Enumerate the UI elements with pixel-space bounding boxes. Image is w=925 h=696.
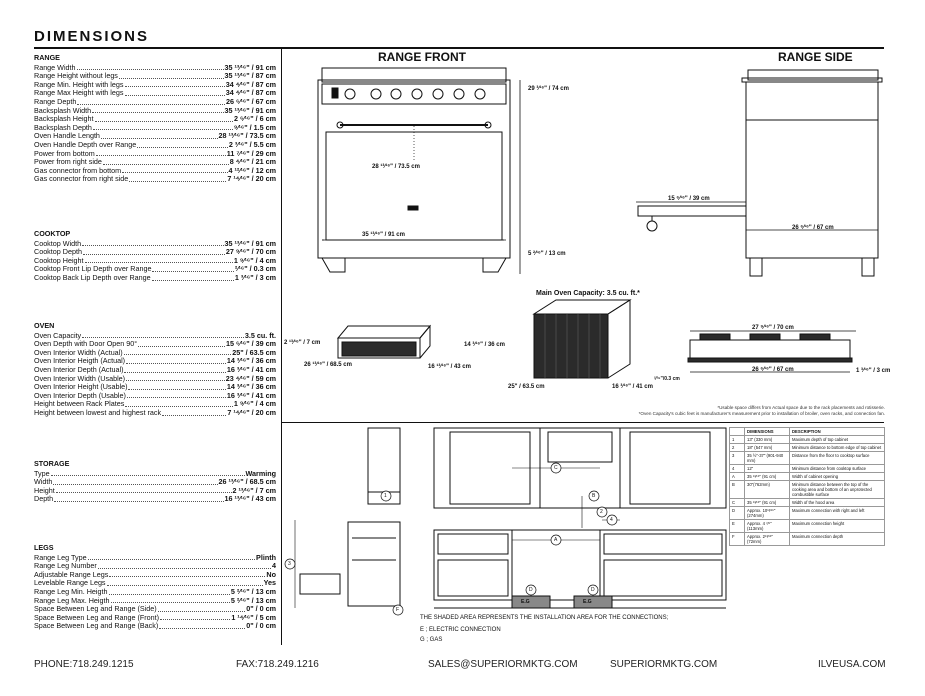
- cooktop-depth-label: 27 ⁹⁄¹⁶" / 70 cm: [752, 325, 794, 331]
- spec-value: 8 ⁴⁄¹⁶" / 21 cm: [229, 157, 276, 167]
- spec-label: Range Leg Number: [34, 561, 97, 571]
- spec-label: Space Between Leg and Range (Side): [34, 604, 157, 614]
- table-row: [730, 473, 885, 481]
- marker-d-right: D: [591, 587, 595, 593]
- table-cell: Approx. 2¹³⁄¹⁶" (72mm): [745, 533, 790, 546]
- spec-value: ²⁄¹⁶" / 0.3 cm: [234, 264, 276, 274]
- installation-note: THE SHADED AREA REPRESENTS THE INSTALLATION AREA FOR THE CONNECTIONS;: [420, 615, 669, 621]
- table-cell: 35 ½"-37" (901-940 mm): [745, 452, 790, 465]
- oven-height-label: 14 ³⁄¹⁶" / 36 cm: [464, 342, 505, 348]
- table-cell: 12": [745, 465, 790, 473]
- table-cell: 30"(762mm): [745, 481, 790, 499]
- oven-cavity-drawing: [534, 300, 630, 378]
- spec-value: 26 ¹³⁄¹⁶" / 68.5 cm: [218, 477, 276, 487]
- table-cell: E: [730, 520, 745, 533]
- table-cell: Width of the hood area: [790, 499, 885, 507]
- table-cell: Maximum connection depth: [790, 533, 885, 546]
- spec-label: Range Max Height with legs: [34, 88, 124, 98]
- table-cell: D: [730, 507, 745, 520]
- storage-heading: STORAGE: [34, 459, 70, 468]
- footer-site-superior[interactable]: SUPERIORMKTG.COM: [610, 659, 718, 670]
- spec-label: Adjustable Range Legs: [34, 569, 109, 579]
- cooktop-lip-front-label: ²⁄¹⁶"/0.3 cm: [654, 376, 680, 382]
- spec-label: Cooktop Front Lip Depth over Range: [34, 264, 152, 274]
- table-cell: B: [730, 481, 745, 499]
- legs-heading: LEGS: [34, 543, 54, 552]
- range-side-drawing: [638, 70, 882, 276]
- marker-b: B: [592, 493, 596, 499]
- range-side-heading: RANGE SIDE: [778, 50, 853, 64]
- front-leg-label: 5 ²⁄¹⁶" / 13 cm: [528, 251, 566, 257]
- spec-value: 2 ⁶⁄¹⁶" / 6 cm: [234, 114, 276, 124]
- range-front-heading: RANGE FRONT: [378, 50, 466, 64]
- legend-electric: E ; ELECTRIC CONNECTION: [420, 627, 501, 633]
- spec-value: 27 ⁹⁄¹⁶" / 70 cm: [225, 247, 276, 257]
- table-cell: 1: [730, 436, 745, 444]
- spec-label: Cooktop Back Lip Depth over Range: [34, 272, 151, 282]
- marker-f: F: [396, 607, 400, 613]
- spec-label: Gas connector from right side: [34, 174, 129, 184]
- marker-4: 4: [610, 517, 613, 523]
- footer-phone: PHONE:718.249.1215: [34, 659, 134, 670]
- table-cell: 35 ¹³⁄¹⁶" (91 cm): [745, 473, 790, 481]
- side-depth-label: 26 ⁶⁄¹⁶" / 67 cm: [792, 225, 834, 231]
- footer-email[interactable]: SALES@SUPERIORMKTG.COM: [428, 659, 578, 670]
- spec-label: Width: [34, 477, 53, 487]
- spec-label: Cooktop Width: [34, 238, 82, 248]
- spec-value: 1 ¹⁴⁄¹⁶" / 5 cm: [231, 612, 276, 622]
- spec-label: Depth: [34, 494, 54, 504]
- side-door-label: 15 ⁶⁄¹⁶" / 39 cm: [668, 196, 710, 202]
- spec-label: Cooktop Height: [34, 255, 84, 265]
- installation-side-drawing: [295, 428, 400, 608]
- oven-capacity-heading: Main Oven Capacity: 3.5 cu. ft.*: [536, 290, 640, 297]
- spec-value: 0" / 0 cm: [246, 621, 276, 631]
- spec-value: 25" / 63.5 cm: [232, 347, 276, 357]
- oven-depth-label: 16 ³⁄¹⁶" / 41 cm: [612, 384, 653, 390]
- spec-value: 14 ³⁄¹⁶" / 36 cm: [226, 382, 276, 392]
- spec-label: Oven Interior Height (Usable): [34, 382, 128, 392]
- spec-value: 2 ¹³⁄¹⁶" / 7 cm: [232, 485, 276, 495]
- storage-drawer-drawing: [338, 326, 430, 358]
- table-row: [730, 520, 885, 533]
- spec-value: 26 ⁶⁄¹⁶" / 67 cm: [226, 96, 276, 106]
- spec-label: Backsplash Height: [34, 114, 94, 124]
- installation-front-drawing: [434, 428, 726, 608]
- drawer-height-label: 2 ¹³⁄¹⁶" / 7 cm: [284, 340, 321, 346]
- spec-value: 35 ¹³⁄¹⁶" / 91 cm: [224, 238, 276, 248]
- spec-value: 16 ¹³⁄¹⁶" / 43 cm: [224, 494, 276, 504]
- spec-value: 5 ²⁄¹⁶" / 13 cm: [230, 595, 276, 605]
- spec-label: Cooktop Depth: [34, 247, 82, 257]
- table-cell: 13" (330 mm): [745, 436, 790, 444]
- range-heading: RANGE: [34, 53, 60, 62]
- table-header-cell: DIMENSIONS: [745, 428, 790, 436]
- legend-gas: G ; GAS: [420, 637, 443, 643]
- cooktop-side-drawing: [688, 334, 852, 362]
- table-row: [730, 507, 885, 520]
- table-header-cell: DESCRIPTION: [790, 428, 885, 436]
- spec-value: 2 ³⁄¹⁶" / 5.5 cm: [228, 139, 276, 149]
- marker-d-left: D: [529, 587, 533, 593]
- spec-label: Power from right side: [34, 157, 102, 167]
- spec-value: 35 ¹³⁄¹⁶" / 87 cm: [224, 71, 276, 81]
- oven-width-label: 25" / 63.5 cm: [508, 384, 545, 390]
- table-header-row: [730, 428, 885, 436]
- spec-value: 7 ¹⁴⁄¹⁶" / 20 cm: [227, 174, 276, 184]
- spec-label: Oven Interior Depth (Usable): [34, 390, 126, 400]
- spec-value: Yes: [263, 578, 276, 588]
- spec-label: Height: [34, 485, 55, 495]
- table-cell: Distance from the floor to cooktop surface: [790, 452, 885, 465]
- spec-label: Range Leg Max. Heigth: [34, 595, 110, 605]
- marker-2: 2: [600, 509, 603, 515]
- spec-label: Oven Interior Heigth (Actual): [34, 356, 126, 366]
- table-cell: Maximum connection with right and left: [790, 507, 885, 520]
- spec-label: Oven Handle Depth over Range: [34, 139, 137, 149]
- table-cell: 35 ¹³⁄¹⁶" (91 cm): [745, 499, 790, 507]
- installation-spec-table: [729, 427, 885, 546]
- spec-label: Backsplash Width: [34, 105, 92, 115]
- table-cell: Approx. 10¹³⁄¹⁶" (274mm): [745, 507, 790, 520]
- spec-value: 5 ²⁄¹⁶" / 13 cm: [230, 586, 276, 596]
- table-cell: 4: [730, 465, 745, 473]
- cooktop-range-label: 26 ⁶⁄¹⁶" / 67 cm: [752, 367, 794, 373]
- spec-value: 34 ⁴⁄¹⁶" / 87 cm: [225, 88, 276, 98]
- table-row: [730, 465, 885, 473]
- spec-label: Levelable Range Legs: [34, 578, 106, 588]
- table-cell: Minimum distance from cooktop surface: [790, 465, 885, 473]
- table-row: [730, 436, 885, 444]
- range-front-drawing: [318, 68, 510, 272]
- table-header-cell: [730, 428, 745, 436]
- spec-value: 0" / 0 cm: [246, 604, 276, 614]
- table-cell: Width of cabinet opening: [790, 473, 885, 481]
- spec-value: 35 ¹³⁄¹⁶" / 91 cm: [224, 105, 276, 115]
- spec-label: Type: [34, 468, 50, 478]
- usable-space-note: *Usable space differs from Actual space due to the rack placements and rotisserie.: [717, 405, 885, 410]
- spec-value: 28 ¹³⁄¹⁶" / 73.5 cm: [218, 131, 276, 141]
- table-cell: Minimum distance between the top of the cooking area and bottom of an unprotected combustible surface: [790, 481, 885, 499]
- spec-value: Warming: [245, 468, 276, 478]
- spec-label: Oven Interior Width (Actual): [34, 347, 123, 357]
- spec-value: 1 ³⁄¹⁶" / 3 cm: [234, 272, 276, 282]
- spec-value: 15 ⁶⁄¹⁶" / 39 cm: [226, 339, 276, 349]
- footer-site-ilve[interactable]: ILVEUSA.COM: [818, 659, 886, 670]
- spec-label: Height between lowest and highest rack: [34, 407, 162, 417]
- spec-value: 7 ¹⁴⁄¹⁶" / 20 cm: [227, 407, 276, 417]
- spec-value: 4: [272, 561, 276, 571]
- marker-c: C: [554, 465, 558, 471]
- spec-value: Plinth: [256, 552, 276, 562]
- capacity-note: *Oven Capacity's cubic feet is manufacturer's measurement prior to installation of broiler, oven racks, and connection fan.: [638, 411, 885, 416]
- spec-label: Range Depth: [34, 96, 77, 106]
- marker-1: 1: [384, 493, 387, 499]
- spec-label: Space Between Leg and Range (Front): [34, 612, 160, 622]
- table-cell: Maximum depth of top cabinet: [790, 436, 885, 444]
- spec-value: 11 ⁷⁄¹⁶" / 29 cm: [226, 148, 276, 158]
- table-row: [730, 499, 885, 507]
- table-cell: 3: [730, 452, 745, 465]
- spec-label: Range Leg Min. Heigth: [34, 586, 108, 596]
- table-cell: C: [730, 499, 745, 507]
- spec-value: 14 ³⁄¹⁶" / 36 cm: [226, 356, 276, 366]
- spec-label: Oven Handle Length: [34, 131, 100, 141]
- spec-value: 16 ³⁄¹⁶" / 41 cm: [226, 364, 276, 374]
- table-cell: Approx. 4 ⁷⁄⁸" (113mm): [745, 520, 790, 533]
- spec-label: Range Height without legs: [34, 71, 118, 81]
- cooktop-lip-back-label: 1 ³⁄¹⁶" / 3 cm: [856, 368, 891, 374]
- table-cell: Maximum connection height: [790, 520, 885, 533]
- spec-label: Power from bottom: [34, 148, 95, 158]
- spec-value: 1 ⁹⁄¹⁶" / 4 cm: [233, 255, 276, 265]
- spec-label: Oven Interior Depth (Actual): [34, 364, 124, 374]
- footer-fax: FAX:718.249.1216: [236, 659, 319, 670]
- table-row: [730, 452, 885, 465]
- spec-value: 34 ⁴⁄¹⁶" / 87 cm: [225, 79, 276, 89]
- spec-label: Oven Depth with Door Open 90°: [34, 339, 138, 349]
- spec-value: 16 ³⁄¹⁶" / 41 cm: [226, 390, 276, 400]
- oven-heading: OVEN: [34, 321, 55, 330]
- cooktop-heading: COOKTOP: [34, 229, 71, 238]
- table-cell: A: [730, 473, 745, 481]
- front-handle-label: 28 ¹³⁄¹⁶" / 73.5 cm: [372, 164, 420, 170]
- spec-label: Oven Interior Width (Usable): [34, 373, 126, 383]
- drawer-width-label: 26 ¹³⁄¹⁶" / 68.5 cm: [304, 362, 352, 368]
- marker-a: A: [554, 537, 558, 543]
- table-cell: 18" (547 mm): [745, 444, 790, 452]
- spec-label: Backsplash Depth: [34, 122, 92, 132]
- spec-value: 3.5 cu. ft.: [244, 330, 276, 340]
- drawer-depth-label: 16 ¹³⁄¹⁶" / 43 cm: [428, 364, 471, 370]
- spec-label: Range Width: [34, 62, 76, 72]
- spec-value: ⁹⁄¹⁶" / 1.5 cm: [233, 122, 276, 132]
- spec-value: No: [266, 569, 276, 579]
- front-width-label: 35 ¹³⁄¹⁶" / 91 cm: [362, 232, 405, 238]
- table-row: [730, 481, 885, 499]
- spec-value: 23 ⁴⁄¹⁶" / 59 cm: [225, 373, 276, 383]
- table-row: [730, 444, 885, 452]
- spec-value: 35 ¹³⁄¹⁶" / 91 cm: [224, 62, 276, 72]
- table-cell: 2: [730, 444, 745, 452]
- spec-label: Range Leg Type: [34, 552, 87, 562]
- table-cell: F: [730, 533, 745, 546]
- front-height-label: 29 ³⁄¹⁶" / 74 cm: [528, 86, 569, 92]
- eg-label-right: E.G: [583, 599, 592, 605]
- spec-label: Space Between Leg and Range (Back): [34, 621, 159, 631]
- spec-value: 4 ¹²⁄¹⁶" / 12 cm: [228, 165, 276, 175]
- eg-label-left: E.G: [521, 599, 530, 605]
- spec-label: Range Min. Height with legs: [34, 79, 124, 89]
- table-cell: Minimum distance to bottom edge of top cabinet: [790, 444, 885, 452]
- spec-label: Height between Rack Plates: [34, 399, 125, 409]
- spec-label: Oven Capacity: [34, 330, 82, 340]
- spec-value: 1 ⁹⁄¹⁶" / 4 cm: [233, 399, 276, 409]
- marker-3: 3: [288, 561, 291, 567]
- table-row: [730, 533, 885, 546]
- page-title: DIMENSIONS: [34, 28, 150, 45]
- spec-label: Gas connector from bottom: [34, 165, 122, 175]
